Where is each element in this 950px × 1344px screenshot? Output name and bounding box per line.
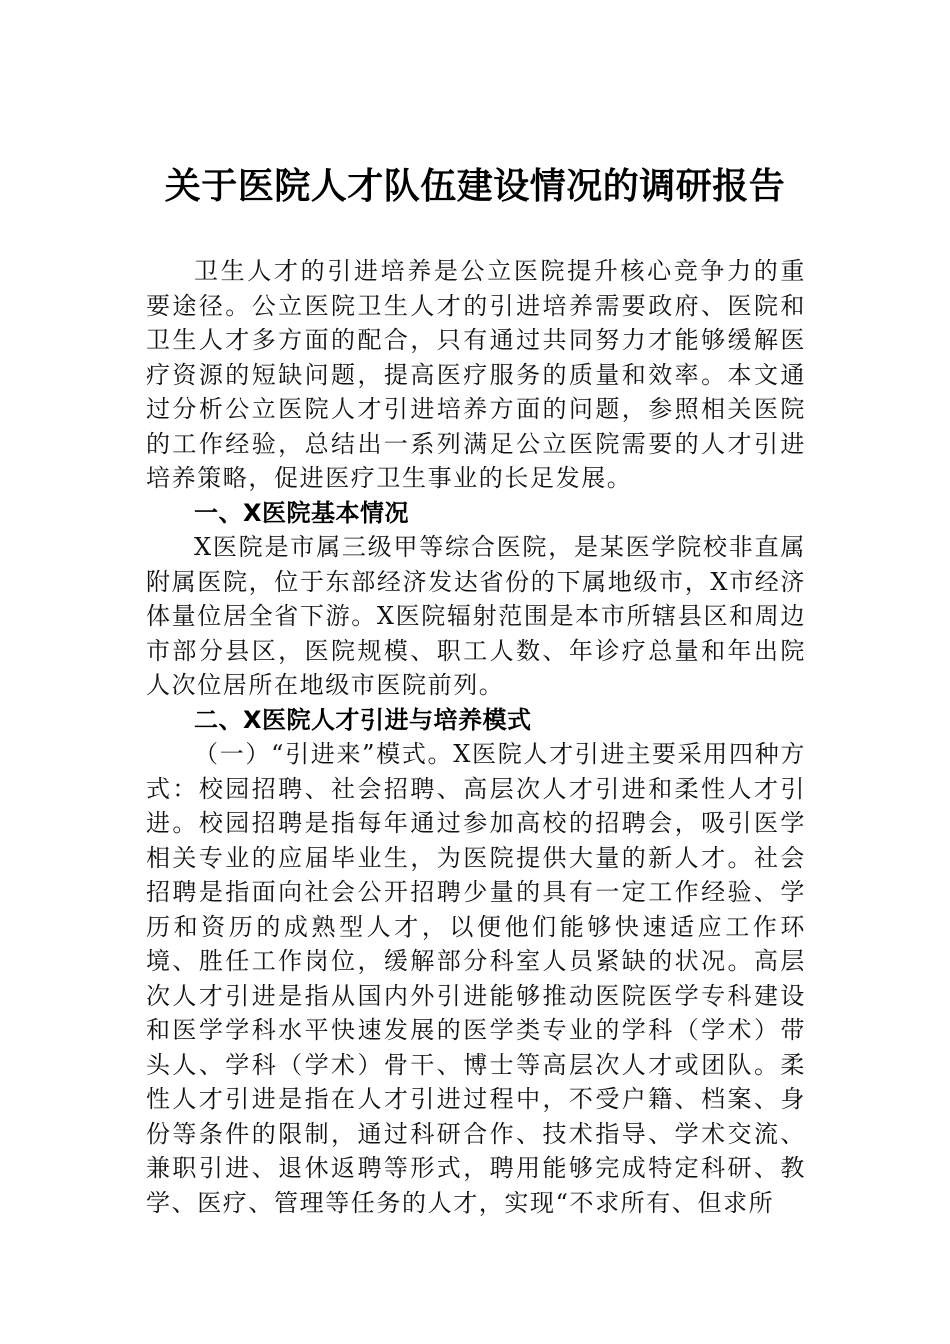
- section-heading-basic-info: 一、X医院基本情况: [194, 498, 410, 527]
- section-paragraph-basic-info: X医院是市属三级甲等综合医院，是某医学院校非直属附属医院，位于东部经济发达省份的下属地级市，X市经济体量位居全省下游。X医院辐射范围是本市所辖县区和周边市部分县区，医院规模、职工人数、年诊疗总量和年出院人次位居所在地级市医院前列。: [146, 533, 806, 699]
- document-body: [146, 254, 806, 1220]
- section-heading-talent-model: 二、X医院人才引进与培养模式: [194, 705, 532, 734]
- section-paragraph-talent-model: （一）“引进来”模式。X医院人才引进主要采用四种方式：校园招聘、社会招聘、高层次人才引进和柔性人才引进。校园招聘是指每年通过参加高校的招聘会，吸引医学相关专业的应届毕业生，为医院提供大量的新人才。社会招聘是指面向社会公开招聘少量的具有一定工作经验、学历和资历的成熟型人才，以便他们能够快速适应工作环境、胜任工作岗位，缓解部分科室人员紧缺的状况。高层次人才引进是指从国内外引进能够推动医院医学专科建设和医学学科水平快速发展的医学类专业的学科（学术）带头人、学科（学术）骨干、博士等高层次人才或团队。柔性人才引进是指在人才引进过程中，不受户籍、档案、身份等条件的限制，通过科研合作、技术指导、学术交流、兼职引进、退休返聘等形式，聘用能够完成特定科研、教学、医疗、管理等任务的人才，实现“不求所有、但求所: [146, 740, 806, 1217]
- intro-paragraph: 卫生人才的引进培养是公立医院提升核心竞争力的重要途径。公立医院卫生人才的引进培养需要政府、医院和卫生人才多方面的配合，只有通过共同努力才能够缓解医疗资源的短缺问题，提高医疗服务的质量和效率。本文通过分析公立医院人才引进培养方面的问题，参照相关医院的工作经验，总结出一系列满足公立医院需要的人才引进培养策略，促进医疗卫生事业的长足发展。: [146, 257, 806, 492]
- document-title: 关于医院人才队伍建设情况的调研报告: [164, 165, 786, 207]
